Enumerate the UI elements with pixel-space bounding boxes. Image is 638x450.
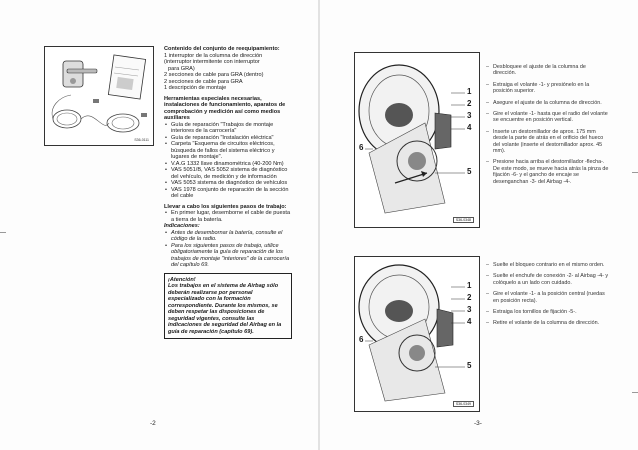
steering-wheel-figure-2 xyxy=(354,256,480,412)
notes-item: • Para los siguientes pasos de trabajo, utilice obligatoriamente la guía de reparación de los trabajos de montaje "interiores" de la carrocería del capítulo 69. xyxy=(164,243,292,269)
step-item: – Inserte un destornillador de aprox. 175 mm desde la parte de atrás en el orificio del hueco del volante (inserte el destornillador aprox. 45 mm). xyxy=(486,129,610,155)
edge-mark xyxy=(632,392,638,393)
callout-2: 2 xyxy=(467,99,472,108)
callout-6: 6 xyxy=(359,335,364,344)
contents-heading: Contenido del conjunto de reequipamiento: xyxy=(164,46,280,52)
step-item: – Suelte el enchufe de conexión -2- al Airbag -4- y colóquelo a un lado con cuidado. xyxy=(486,273,610,286)
tools-item: • V.A.G 1332 llave dinamométrica (40-200 Nm) xyxy=(164,161,292,168)
tools-item: • VAS 5051/B, VAS 5052 sistema de diagnóstico del vehículo, de medición y de información xyxy=(164,167,292,180)
photo-code: S36-0111 xyxy=(134,138,149,142)
callout-1: 1 xyxy=(467,87,472,96)
edge-mark xyxy=(632,172,638,173)
callout-6: 6 xyxy=(359,143,364,152)
steps-item: • En primer lugar, desemborne el cable de puesta a tierra de la batería. xyxy=(164,210,292,223)
page-number-left: -2 xyxy=(150,420,156,427)
page-number-right: -3- xyxy=(474,420,482,427)
contents-line: (interruptor intermitente con interruptor xyxy=(164,59,260,65)
tools-item: • VAS 5053 sistema de diagnóstico de vehículos xyxy=(164,180,292,187)
step-item: – Asegure el ajuste de la columna de dirección. xyxy=(486,100,610,106)
tools-list xyxy=(164,122,292,200)
tools-heading: Herramientas especiales necesarias, instalaciones de funcionamiento, aparatos de comprobación y medición así como medios auxiliares xyxy=(164,95,286,121)
contents-line: 1 descripción de montaje xyxy=(164,85,227,91)
step-item: – Desbloquee el ajuste de la columna de dirección. xyxy=(486,64,610,77)
callout-4: 4 xyxy=(467,317,472,326)
steering-wheel-figure-1 xyxy=(354,52,480,228)
steps-bottom xyxy=(486,262,610,332)
step-item: – Gire el volante -1- a la posición central (ruedas en posición recta). xyxy=(486,291,610,304)
step-item: – Presione hacia arriba el destornillador -flecha-. De este modo, se mueve hacia atrás la pinza de fijación -6- y el gancho de encaje se desenganchan -3- del Airbag -4-. xyxy=(486,159,610,185)
notes-heading: Indicaciones: xyxy=(164,223,200,229)
steps-heading: Llevar a cabo los siguientes pasos de trabajo: xyxy=(164,203,287,210)
contents-line: 2 secciones de cable para GRA (dentro) xyxy=(164,72,264,78)
notes-list xyxy=(164,230,292,269)
callout-3: 3 xyxy=(467,111,472,120)
airbag-warning xyxy=(164,273,292,340)
left-page-text xyxy=(164,46,292,339)
steps-list xyxy=(164,210,292,223)
callout-3: 3 xyxy=(467,305,472,314)
tools-item: • Carpeta "Esquema de circuitos eléctricos, búsqueda de fallos del sistema eléctrico y lugares de montaje". xyxy=(164,141,292,161)
contents-line: 2 secciones de cable para GRA xyxy=(164,78,243,85)
edge-mark xyxy=(0,232,6,233)
steering-wheel-drawing xyxy=(355,257,481,413)
warning-title: ¡Atención! xyxy=(168,276,196,283)
page-gutter xyxy=(318,0,320,450)
step-item: – Gire el volante -1- hasta que el radio del volante se encuentre en posición vertical. xyxy=(486,111,610,124)
warning-text: Los trabajos en el sistema de Airbag sólo deberán realizarse por personal especializado con la formación correspondiente. Durante los mismos, se deben respetar las disposiciones de seguridad vigentes, consulte las indicaciones de seguridad del Airbag en la guía de reparación (capítulo 69). xyxy=(168,283,282,335)
contents-line: 1 interruptor de la columna de dirección xyxy=(164,52,263,59)
figure-code: S36-0349 xyxy=(453,401,474,407)
contents-line: para GRA) xyxy=(168,65,195,72)
steps-top xyxy=(486,64,610,190)
kit-illustration xyxy=(45,47,155,147)
callout-4: 4 xyxy=(467,123,472,132)
step-item: – Suelte el bloqueo contrario en el mismo orden. xyxy=(486,262,610,268)
steering-wheel-drawing xyxy=(355,53,481,229)
step-item: – Extraiga los tornillos de fijación -5-. xyxy=(486,309,610,315)
figure-code: S36-0348 xyxy=(453,217,474,223)
tools-item: • VAS 1978 conjunto de reparación de la sección del cable xyxy=(164,187,292,200)
notes-item: • Antes de desembornar la batería, consulte el código de la radio. xyxy=(164,230,292,243)
callout-2: 2 xyxy=(467,293,472,302)
step-item: – Extraiga el volante -1- y presiónelo en la posición superior. xyxy=(486,82,610,95)
callout-1: 1 xyxy=(467,281,472,290)
kit-photo xyxy=(44,46,154,146)
tools-item: • Guía de reparación "Trabajos de montaje interiores de la carrocería" xyxy=(164,122,292,135)
callout-5: 5 xyxy=(467,361,472,370)
tools-item: • Guía de reparación "Instalación eléctrica" xyxy=(164,135,292,142)
step-item: – Retire el volante de la columna de dirección. xyxy=(486,320,610,326)
callout-5: 5 xyxy=(467,167,472,176)
